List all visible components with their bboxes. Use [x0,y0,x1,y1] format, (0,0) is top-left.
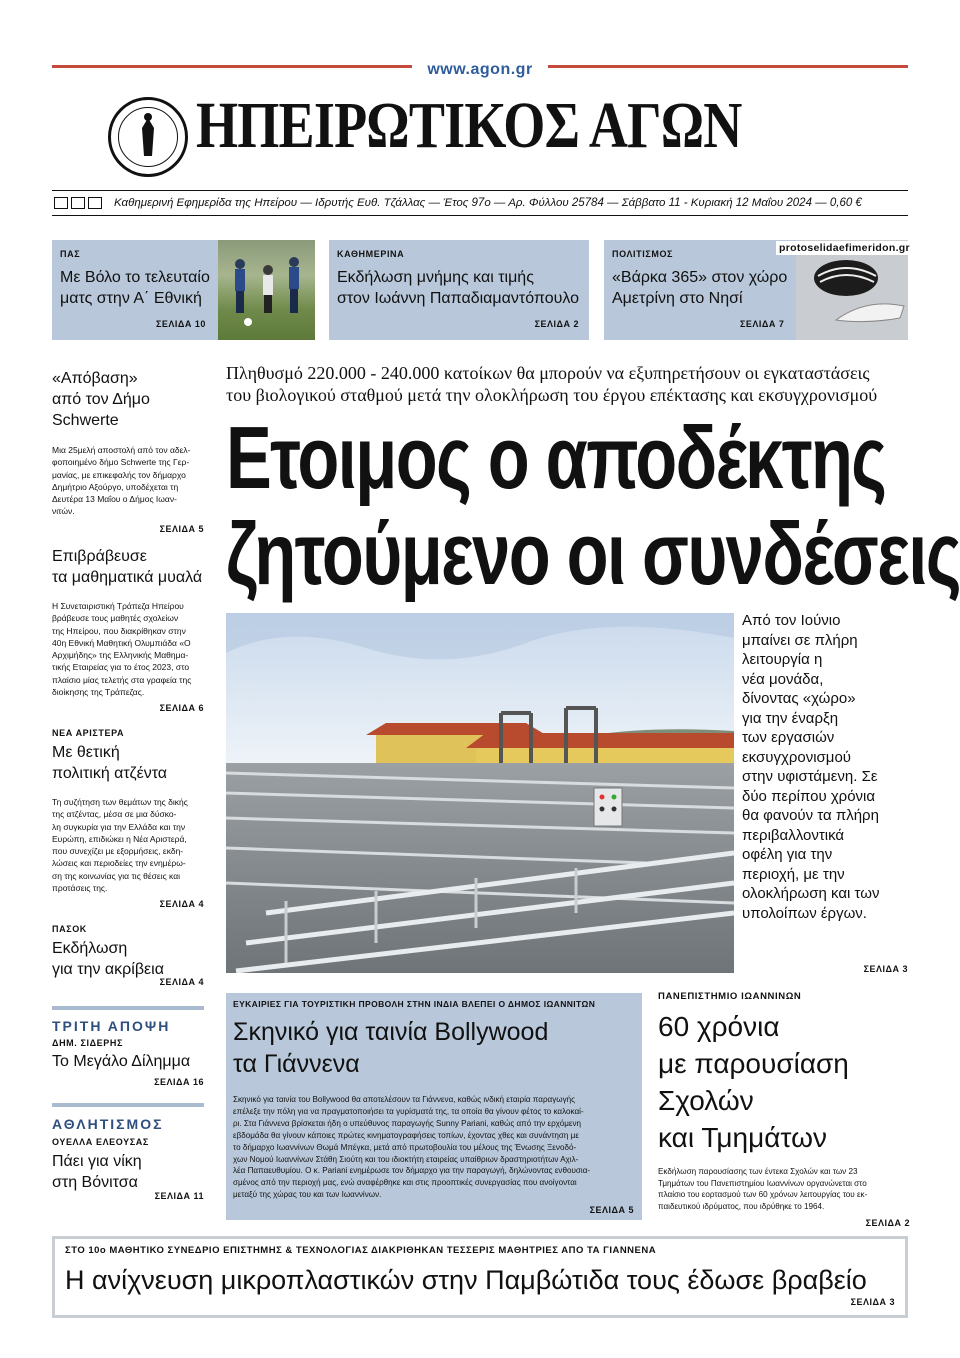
opinion-section[interactable] [52,1018,204,1087]
body-line: Εκδήλωση παρουσίασης των έντεκα Σχολών και των 23 [658,1167,858,1176]
story-kicker: ΠΑΣΟΚ [52,924,87,934]
title-line: Εκδήλωση [52,940,128,957]
site-url[interactable]: www.agon.gr [427,61,533,78]
lead-body [742,611,912,923]
story-title [52,742,204,784]
title-line: «Απόβαση» [52,370,138,387]
deck-line: του βιολογικού σταθμού μετά την ολοκλήρωση του έργου επέκτασης και εκσυγχρονισμού [226,385,878,405]
teaser-title-line: Αμετρίνη στο Νησί [612,290,743,307]
watermark: protoselidaefimeridon.gr [776,241,913,255]
story-page: ΣΕΛΙΔΑ 2 [865,1218,910,1228]
teaser-page: ΣΕΛΙΔΑ 2 [534,319,579,329]
publisher-logo-icon [54,197,68,209]
story-page: ΣΕΛΙΔΑ 6 [159,703,204,714]
title-line: στη Βόνιτσα [52,1174,138,1191]
body-line: εκσυγχρονισμού [742,748,851,766]
body-line: για την έναρξη [742,709,839,727]
story-page: ΣΕΛΙΔΑ 4 [159,977,204,987]
teaser-photo [796,240,908,340]
treatment-plant-photo-icon [226,613,734,973]
teaser-title-line: στον Ιωάννη Παπαδιαμαντόπουλο [337,290,579,307]
seal-inner-ring [118,107,178,167]
body-line: Σκηνικό για ταινία του Bollywood θα αποτελέσουν τα Γιάννενα, καθώς ινδική εταιρία παραγωγής [233,1095,576,1104]
publisher-logos [54,197,102,209]
teaser-kathimerina[interactable] [329,240,589,340]
body-line: δύο περίπου χρόνια [742,787,876,805]
body-line: λη συγκυρία για την Ελλάδα και την [52,821,186,832]
sidebar-story-pasok[interactable] [52,924,204,987]
body-line: φοποιημένο δήμο Schwerte της Γερ- [52,457,190,468]
body-line: Αρχιμήδης» της Ελληνικής Μαθημα- [52,650,189,661]
title-line: τα μαθηματικά μυαλά [52,569,203,586]
story-page: ΣΕΛΙΔΑ 5 [159,523,204,534]
body-line: νιτών. [52,506,75,517]
story-kicker: ΠΑΝΕΠΙΣΤΗΜΙΟ ΙΩΑΝΝΙΝΩΝ [658,991,802,1002]
story-title: Η ανίχνευση μικροπλαστικών στην Παμβώτιδα τους έδωσε βραβείο [65,1265,867,1295]
masthead-seal-icon [108,97,188,177]
sidebar-story-maths[interactable] [52,546,204,713]
headline-line: Ετοιμος ο αποδέκτης [226,408,886,507]
body-line: δίνοντας «χώρο» [742,690,856,707]
title-line: πολιτική ατζέντα [52,765,168,782]
story-body [52,600,204,698]
body-line: Τμημάτων του Πανεπιστημίου Ιωαννίνων οργανώνεται στο [658,1178,867,1188]
body-line: σμένος από την περιοχή μας, ενώ αναφέρθηκε και στις προοπτικές συνεργασίας που ανοίγονται [233,1178,577,1188]
body-line: διοίκησης της Τράπεζας. [52,687,145,698]
teaser-photo [218,240,315,340]
story-body [658,1166,910,1212]
story-title [658,1008,910,1156]
publisher-logo-icon [71,197,85,209]
masthead-title: ΗΠΕΙΡΩΤΙΚΟΣ ΑΓΩΝ [196,89,742,162]
seal-figure-icon [119,108,177,166]
opinion-page: ΣΕΛΙΔΑ 16 [154,1077,204,1087]
story-kicker: ΕΥΚΑΙΡΙΕΣ ΓΙΑ ΤΟΥΡΙΣΤΙΚΗ ΠΡΟΒΟΛΗ ΣΤΗΝ ΙΝΔΙΑ ΒΛΕΠΕΙ Ο ΔΗΜΟΣ ΙΩΑΝΝΙΤΩΝ [233,999,596,1009]
story-title [52,368,204,431]
story-title [52,938,204,980]
body-line: οφέλη για την [742,846,833,863]
opinion-title: Το Μεγάλο Δίλημμα [52,1053,191,1070]
issue-info-line [52,190,908,216]
body-line: μανίας, με επικεφαλής τον δήμαρχο [52,469,186,480]
teaser-pas[interactable] [52,240,315,340]
teaser-title [337,267,579,309]
teaser-page: ΣΕΛΙΔΑ 7 [740,319,785,329]
story-page: ΣΕΛΙΔΑ 4 [159,899,204,910]
opinion-header: ΤΡΙΤΗ ΑΠΟΨΗ [52,1018,171,1034]
lead-headline[interactable] [226,408,960,603]
teaser-title [60,267,210,309]
deck-line: Πληθυσμό 220.000 - 240.000 κατοίκων θα μπορούν να εξυπηρετήσουν οι εγκαταστάσεις [226,363,870,383]
sidebar-story-schwerte[interactable] [52,368,204,534]
title-line: και Τμημάτων [658,1122,827,1153]
body-line: πλαίσιο του εορτασμού των 60 χρόνων λειτουργίας του εκ- [658,1190,868,1199]
body-line: θα φανούν τα πλήρη [742,807,879,824]
body-line: λειτουργία η [742,651,823,668]
body-line: πλαίσιο μίας τελετής στα γραφεία της [52,674,192,685]
university-story[interactable] [658,991,910,1228]
story-title [52,546,204,588]
story-page: ΣΕΛΙΔΑ 5 [589,1205,634,1215]
body-line: Από τον Ιούνιο [742,612,841,629]
title-line: για την ακρίβεια [52,961,164,978]
story-kicker: ΣΤΟ 10ο ΜΑΘΗΤΙΚΟ ΣΥΝΕΔΡΙΟ ΕΠΙΣΤΗΜΗΣ & ΤΕΧΝΟΛΟΓΙΑΣ ΔΙΑΚΡΙΘΗΚΑΝ ΤΕΣΣΕΡΙΣ ΜΑΘΗΤΡΙΕΣ ΑΠΟ ΤΑ ΓΙΑΝΝΕΝΑ [65,1245,657,1256]
story-body [52,796,204,894]
body-line: τικής Εταιρείας για το έτος 2023, στο [52,662,190,673]
title-line: από τον Δήμο [52,391,150,408]
bottom-story[interactable] [52,1236,908,1318]
body-line: παιδευτικού ιδρύματος, που ιδρύθηκε το 1964. [658,1201,825,1211]
sports-title [52,1151,204,1193]
boat-sculpture-icon [796,240,908,340]
title-line: Schwerte [52,412,119,429]
headline-line: ζητούμενο οι συνδέσεις [226,504,960,603]
body-line: το δήμαρχο Ιωαννίνων Θωμά Μπέγκα, μετά από πρωτοβουλία του μέλους της Ένωσης Ξενοδό- [233,1142,577,1152]
body-line: προτάσεις της. [52,883,108,894]
lead-photo [226,613,734,973]
title-line: Επιβράβευσε [52,548,147,565]
sports-page: ΣΕΛΙΔΑ 11 [154,1191,204,1201]
teaser-page: ΣΕΛΙΔΑ 10 [156,319,206,329]
opinion-author: ΔΗΜ. ΣΙΔΕΡΗΣ [52,1038,123,1048]
sidebar-story-nea-aristera[interactable] [52,728,204,909]
body-line: λέα Παπαευθυμίου. Ο κ. Pariani ενημέρωσε τον δήμαρχο για την παραγωγή, δηλώνοντας ενθουσια- [233,1166,591,1176]
body-line: χων Νομού Ιωαννίνων Στάθη Σιούτη και του ιδιοκτήτη εταιρείας υπαίθριων δραστηριοτήτων Αχιλ- [233,1154,579,1164]
teaser-title-line: «Βάρκα 365» στον χώρο [612,269,788,286]
body-line: Δημήτριο Αξούργο, υποδέχεται τη [52,481,179,492]
body-line: στην υφιστάμενη. Σε [742,768,878,785]
title-line: Με θετική [52,744,120,761]
body-line: ρι. Στα Γιάννενα βρίσκεται ήδη ο υπεύθυνος παραγωγής Sunny Pariani, καθώς από την ερχόμενη [233,1118,582,1128]
sports-kicker: ΟΥΕΛΛΑ ΕΛΕΟΥΣΑΣ [52,1137,149,1147]
section-rule [52,1103,204,1107]
title-line: Σκηνικό για ταινία Bollywood [233,1018,549,1046]
teaser-title-line: Με Βόλο το τελευταίο [60,269,210,286]
title-line: τα Γιάννενα [233,1050,360,1078]
section-rule [52,1006,204,1010]
body-line: ση της κοινωνίας για τις θέσεις και [52,870,181,881]
sports-section[interactable] [52,1116,204,1201]
title-line: 60 χρόνια [658,1011,780,1042]
body-line: νέα μονάδα, [742,670,824,688]
body-line: μπαίνει σε πλήρη [742,631,858,649]
body-line: Δευτέρα 13 Μαΐου ο Δήμος Ιωαν- [52,494,177,505]
football-players-icon [218,240,315,340]
teaser-politismos[interactable] [604,240,908,340]
body-line: της ατζέντας, μέσα σε μια δύσκο- [52,809,177,820]
teaser-kicker: ΚΑΘΗΜΕΡΙΝΑ [337,249,405,259]
body-line: Τη συζήτηση των θεμάτων της δικής [52,797,188,807]
story-kicker: ΝΕΑ ΑΡΙΣΤΕΡΑ [52,728,125,738]
sports-header: ΑΘΛΗΤΙΣΜΟΣ [52,1116,164,1132]
teaser-title-line: Εκδήλωση μνήμης και τιμής [337,269,534,286]
teaser-kicker: ΠΟΛΙΤΙΣΜΟΣ [612,249,674,259]
story-body [233,1094,638,1201]
body-line: Η Συνεταιριστική Τράπεζα Ηπείρου [52,601,184,611]
teaser-title-line: ματς στην Α΄ Εθνική [60,290,202,307]
body-line: υπολοίπων έργων. [742,904,867,922]
lead-page: ΣΕΛΙΔΑ 3 [863,964,908,974]
body-line: βράβευσε τους μαθητές σχολείων [52,613,179,624]
story-body [52,444,204,518]
body-line: περιοχή, με την [742,865,845,883]
body-line: περιβαλλοντικά [742,826,845,844]
title-line: με παρουσίαση [658,1048,849,1079]
body-line: ολοκλήρωση και των [742,885,880,902]
title-line: Σχολών [658,1085,754,1116]
eiea-logo-icon [88,197,102,209]
bollywood-story[interactable] [226,993,642,1220]
story-title [233,1016,548,1080]
body-line: της Ηπείρου, που διακρίθηκαν στην [52,625,186,636]
body-line: εβδομάδα θα γίνουν κάποιες πρώτες κινηματογραφήσεις τοπίων, έχοντας χθες και συνάντηση με [233,1130,579,1140]
teaser-kicker: ΠΑΣ [60,249,81,259]
story-page: ΣΕΛΙΔΑ 3 [850,1297,895,1307]
title-line: Πάει για νίκη [52,1153,142,1170]
body-line: που συνεχίζει με εξορμήσεις, εκδη- [52,846,184,857]
body-line: μεταξύ της χώρας του και των Ιωαννίνων. [233,1190,382,1200]
lead-deck [226,362,916,406]
issue-info-text: Καθημερινή Εφημερίδα της Ηπείρου — Ιδρυτής Ευθ. Τζάλλας — Έτος 97ο — Αρ. Φύλλου 25784 — Σάββατο 11 - Κυριακή 12 Μαΐου 2024 — 0,60 € [114,197,862,209]
body-line: Μια 25μελή αποστολή από τον αδελ- [52,445,191,455]
body-line: λώσεις και περιοδείες την ενημέρω- [52,858,186,869]
body-line: των εργασιών [742,729,835,746]
body-line: Ευρώπη, επιδιώκει η Νέα Αριστερά, [52,833,187,844]
body-line: 40η Εθνική Μαθητική Ολυμπιάδα «Ο [52,637,191,648]
teaser-title [612,267,787,309]
body-line: επέλεξε την πόλη για να πραγματοποιήσει τα γυρίσματά της, τα οποία θα γίνουν φέτος το καλοκαί- [233,1106,584,1116]
